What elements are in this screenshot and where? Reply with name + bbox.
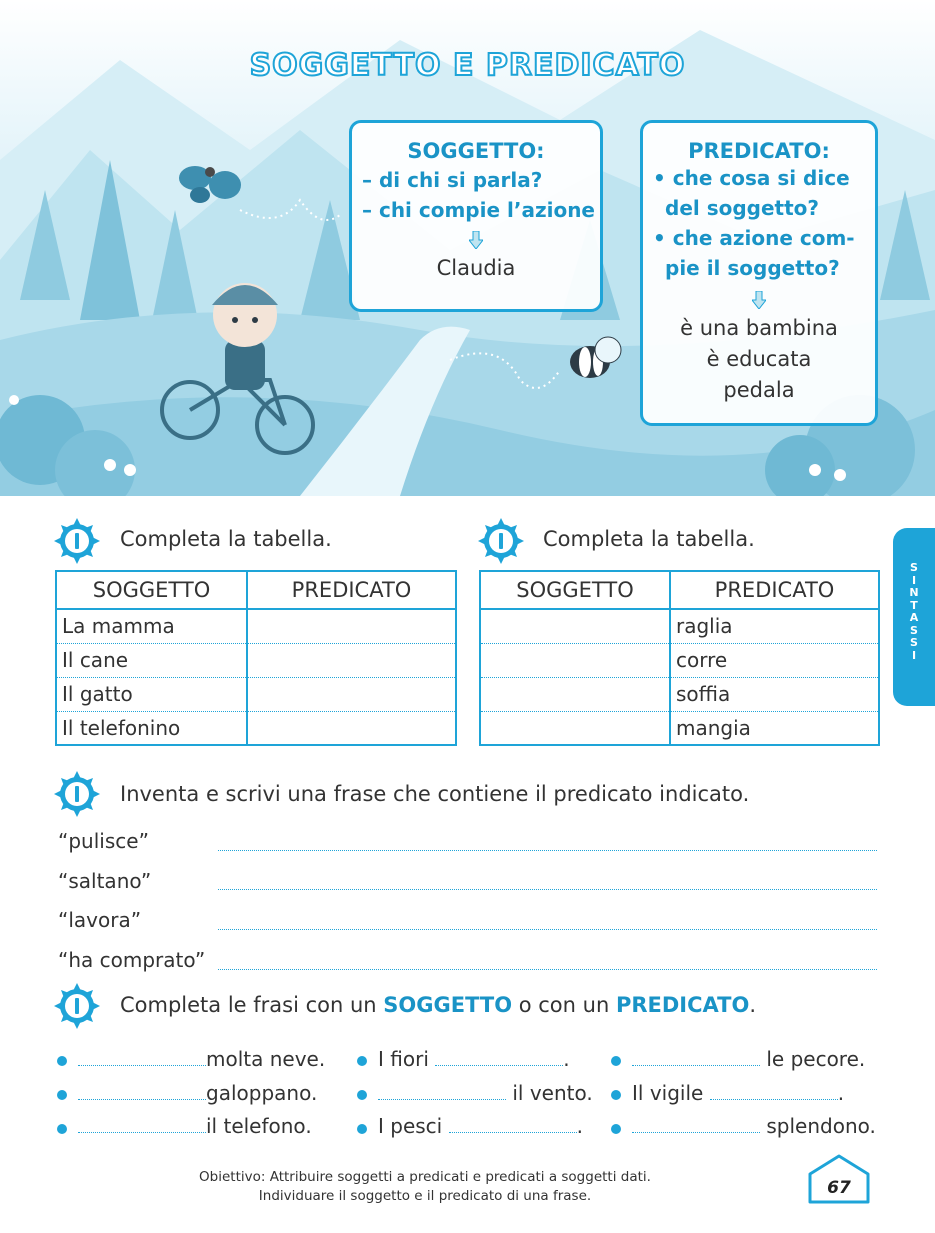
table-row bbox=[56, 609, 456, 643]
exercise2-table bbox=[479, 570, 880, 746]
section-side-tab bbox=[893, 528, 935, 706]
table-row bbox=[480, 711, 879, 745]
sentence-item bbox=[378, 1081, 593, 1105]
arrow-down-icon bbox=[469, 231, 483, 249]
sentence-period: . bbox=[576, 1114, 583, 1138]
answer-cell[interactable] bbox=[247, 711, 456, 745]
predicato-heading: PREDICATO: bbox=[688, 139, 830, 163]
sentence-text: il telefono. bbox=[206, 1114, 312, 1138]
predicate-prompt: “pulisce” bbox=[58, 829, 149, 853]
table-cell: corre bbox=[670, 643, 879, 677]
exercise4-instruction bbox=[120, 993, 756, 1017]
exercise1-instruction: Completa la tabella. bbox=[120, 527, 332, 551]
answer-cell[interactable] bbox=[247, 677, 456, 711]
footer-objective bbox=[140, 1168, 710, 1206]
sentence-text: splendono. bbox=[766, 1114, 876, 1138]
exercise2-instruction: Completa la tabella. bbox=[543, 527, 755, 551]
sentence-text: il vento. bbox=[512, 1081, 593, 1105]
section-label-letter: T bbox=[910, 598, 918, 612]
blank-field[interactable] bbox=[632, 1050, 760, 1066]
keyword-predicato: PREDICATO bbox=[615, 993, 750, 1017]
table-cell: raglia bbox=[670, 609, 879, 643]
blank-field[interactable] bbox=[378, 1084, 506, 1100]
table-cell: La mamma bbox=[56, 609, 247, 643]
sentence-item bbox=[632, 1081, 844, 1105]
exercise3-instruction: Inventa e scrivi una frase che contiene il predicato indicato. bbox=[120, 782, 750, 806]
exercise-icon bbox=[54, 771, 100, 817]
table-row bbox=[480, 643, 879, 677]
bullet-dot bbox=[57, 1090, 67, 1100]
predicato-definition-box bbox=[640, 120, 878, 426]
sentence-item bbox=[378, 1047, 570, 1071]
soggetto-definition-box bbox=[349, 120, 603, 312]
table-header-predicato: PREDICATO bbox=[247, 571, 456, 609]
sentence-text: I fiori bbox=[378, 1047, 429, 1071]
bullet-dot bbox=[611, 1124, 621, 1134]
page-number: 67 bbox=[827, 1178, 851, 1198]
sentence-item bbox=[632, 1047, 865, 1071]
section-label-letter: N bbox=[909, 586, 919, 599]
predicate-prompt: “saltano” bbox=[58, 869, 152, 893]
answer-cell[interactable] bbox=[247, 643, 456, 677]
sentence-text: galoppano. bbox=[206, 1081, 318, 1105]
table-cell: Il cane bbox=[56, 643, 247, 677]
section-label-letter: A bbox=[909, 611, 919, 624]
exercise-icon bbox=[478, 518, 524, 564]
instruction-text: o con un bbox=[512, 993, 616, 1017]
section-label-letter: I bbox=[911, 573, 917, 587]
section-label-letter: S bbox=[910, 623, 918, 637]
sentence-item bbox=[78, 1047, 325, 1071]
blank-field[interactable] bbox=[78, 1084, 206, 1100]
sentence-text: Il vigile bbox=[632, 1081, 704, 1105]
keyword-soggetto: SOGGETTO bbox=[383, 993, 513, 1017]
blank-field[interactable] bbox=[710, 1084, 838, 1100]
section-label bbox=[893, 528, 935, 662]
soggetto-heading: SOGGETTO: bbox=[407, 139, 545, 163]
bullet-dot bbox=[611, 1056, 621, 1066]
table-row bbox=[56, 643, 456, 677]
answer-cell[interactable] bbox=[480, 643, 670, 677]
sentence-item bbox=[378, 1114, 583, 1138]
table-header-soggetto: SOGGETTO bbox=[480, 571, 670, 609]
sentence-text: le pecore. bbox=[766, 1047, 866, 1071]
predicato-question-2b: pie il soggetto? bbox=[665, 256, 840, 280]
table-row bbox=[56, 711, 456, 745]
answer-cell[interactable] bbox=[480, 711, 670, 745]
sentence-text: molta neve. bbox=[206, 1047, 326, 1071]
table-header-soggetto: SOGGETTO bbox=[56, 571, 247, 609]
blank-field[interactable] bbox=[435, 1050, 563, 1066]
footer-line-2: Individuare il soggetto e il predicato di una frase. bbox=[258, 1188, 592, 1204]
predicato-question-2a: • che azione com- bbox=[653, 226, 855, 250]
bullet-dot bbox=[57, 1056, 67, 1066]
soggetto-answer: Claudia bbox=[436, 256, 516, 280]
blank-field[interactable] bbox=[78, 1050, 206, 1066]
exercise-icon bbox=[54, 518, 100, 564]
sentence-item bbox=[78, 1081, 317, 1105]
table-cell: Il telefonino bbox=[56, 711, 247, 745]
section-label-letter: S bbox=[910, 636, 918, 649]
bullet-dot bbox=[57, 1124, 67, 1134]
predicate-prompt: “ha comprato” bbox=[58, 948, 206, 972]
sentence-text: I pesci bbox=[378, 1114, 443, 1138]
sentence-item bbox=[632, 1114, 876, 1138]
answer-cell[interactable] bbox=[480, 609, 670, 643]
table-row bbox=[56, 677, 456, 711]
answer-cell[interactable] bbox=[480, 677, 670, 711]
bullet-dot bbox=[611, 1090, 621, 1100]
answer-line[interactable] bbox=[218, 929, 877, 930]
table-cell: mangia bbox=[670, 711, 879, 745]
soggetto-question-1: – di chi si parla? bbox=[362, 168, 543, 192]
exercise-icon bbox=[54, 983, 100, 1029]
answer-cell[interactable] bbox=[247, 609, 456, 643]
sentence-period: . bbox=[837, 1081, 845, 1105]
table-cell: soffia bbox=[670, 677, 879, 711]
predicato-question-1b: del soggetto? bbox=[665, 196, 820, 220]
soggetto-question-2: – chi compie l’azione bbox=[362, 198, 595, 222]
footer-line-1: Obiettivo: Attribuire soggetti a predicati e predicati a soggetti dati. bbox=[199, 1169, 651, 1185]
answer-line[interactable] bbox=[218, 889, 877, 890]
instruction-text: Completa le frasi con un bbox=[120, 993, 384, 1017]
instruction-text: . bbox=[749, 993, 756, 1017]
answer-line[interactable] bbox=[218, 850, 877, 851]
section-label-letter: I bbox=[911, 648, 917, 662]
exercise1-table bbox=[55, 570, 457, 746]
table-header-predicato: PREDICATO bbox=[670, 571, 879, 609]
hero-illustration bbox=[0, 0, 935, 496]
predicato-answer-2: è educata bbox=[706, 347, 812, 371]
predicato-answer-3: pedala bbox=[723, 378, 795, 402]
predicate-prompt: “lavora” bbox=[58, 908, 142, 932]
section-label-letter: S bbox=[910, 561, 918, 574]
bullet-dot bbox=[357, 1124, 367, 1134]
sentence-item bbox=[78, 1114, 312, 1138]
table-row bbox=[480, 609, 879, 643]
table-row bbox=[480, 677, 879, 711]
bullet-dot bbox=[357, 1090, 367, 1100]
predicato-answer-1: è una bambina bbox=[680, 316, 838, 340]
page-title: SOGGETTO E PREDICATO bbox=[249, 48, 686, 83]
arrow-down-icon bbox=[752, 291, 766, 309]
blank-field[interactable] bbox=[632, 1117, 760, 1133]
blank-field[interactable] bbox=[78, 1117, 206, 1133]
bullet-dot bbox=[357, 1056, 367, 1066]
table-cell: Il gatto bbox=[56, 677, 247, 711]
sentence-period: . bbox=[563, 1047, 570, 1071]
answer-line[interactable] bbox=[218, 969, 877, 970]
blank-field[interactable] bbox=[449, 1117, 577, 1133]
predicato-question-1a: • che cosa si dice bbox=[653, 166, 850, 190]
